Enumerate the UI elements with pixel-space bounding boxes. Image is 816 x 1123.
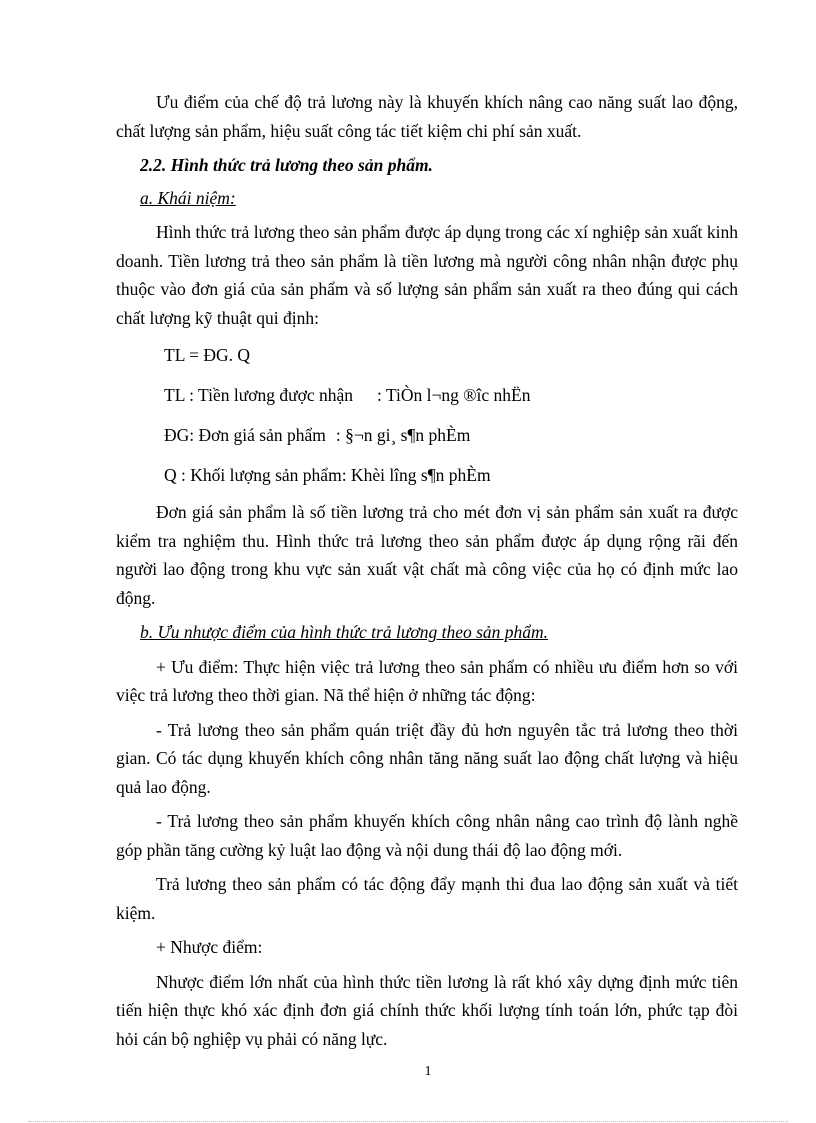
subheading-concept: a. Khái niệm: [140,187,236,208]
paragraph-unit-price: Đơn giá sản phẩm là số tiền lương trả cho mét đơn vị sản phẩm sản xuất ra được kiểm tra nghiệm thu. Hình thức trả lương theo sản phẩm được áp dụng rộng rãi đến người lao động trong khu vực sản xuất vật chất mà công việc của họ có định mức lao động. [116,502,738,608]
paragraph-advantage-2: - Trả lương theo sản phẩm khuyến khích công nhân nâng cao trình độ lành nghề góp phần tăng cường kỷ luật lao động và nội dung thái độ lao động mới. [116,811,738,860]
formula-main-text: TL = ĐG. Q [164,345,251,365]
paragraph-disadvantages-heading: + Nhược điểm: [156,937,263,957]
formula-q-definition [116,458,738,492]
footer-divider [28,1121,788,1122]
subheading-pros-cons: b. Ưu nhược điểm của hình thức trả lương theo sản phẩm. [140,622,549,642]
paragraph-advantage-3: Trả lương theo sản phẩm có tác động đẩy mạnh thi đua lao động sản xuất và tiết kiệm. [116,874,738,923]
formula-tl-label: TL : Tiền lương được nhận [164,385,353,405]
formula-q-legacy: : Khèi lîng s¶n phÈm [341,465,491,485]
section-heading: 2.2. Hình thức trả lương theo sản phẩm. [140,155,433,175]
paragraph-advantages-intro: + Ưu điểm: Thực hiện việc trả lương theo sản phẩm có nhiều ưu điểm hơn so với việc trả lương theo thời gian. Nã thể hiện ở những tác động: [116,656,738,705]
document-page [116,88,738,1059]
formula-dg-legacy: : §¬n gi¸ s¶n phÈm [335,425,471,445]
formula-main [116,338,738,372]
paragraph-concept: Hình thức trả lương theo sản phẩm được áp dụng trong các xí nghiệp sản xuất kinh doanh. Tiền lương trả theo sản phẩm là tiền lương mà người công nhân nhận được phụ thuộc vào đơn giá của sản phẩm và số lượng sản phẩm sản xuất ra theo đúng qui cách chất lượng kỹ thuật qui định: [116,222,738,328]
paragraph-advantage-1: - Trả lương theo sản phẩm quán triệt đầy đủ hơn nguyên tắc trả lương theo thời gian. Có tác dụng khuyến khích công nhân tăng năng suất lao động chất lượng và hiệu quả lao động. [116,719,738,797]
paragraph-disadvantages: Nhược điểm lớn nhất của hình thức tiền lương là rất khó xây dựng định mức tiên tiến hiện thực khó xác định đơn giá chính thức khối lượng tính toán lớn, phức tạp đòi hỏi cán bộ nghiệp vụ phải có năng lực. [116,971,738,1049]
formula-tl-legacy: : TiÒn l¬ng ®îc nhËn [376,385,531,405]
formula-dg-definition [116,418,738,452]
page-number: 1 [424,1064,432,1079]
formula-dg-label: ĐG: Đơn giá sản phẩm [164,425,326,445]
formula-q-label: Q : Khối lượng sản phẩm [164,465,342,485]
paragraph-advantages-time-wage: Ưu điểm của chế độ trả lương này là khuyến khích nâng cao năng suất lao động, chất lượng sản phẩm, hiệu suất công tác tiết kiệm chi phí sản xuất. [116,92,738,141]
formula-tl-definition [116,378,738,412]
